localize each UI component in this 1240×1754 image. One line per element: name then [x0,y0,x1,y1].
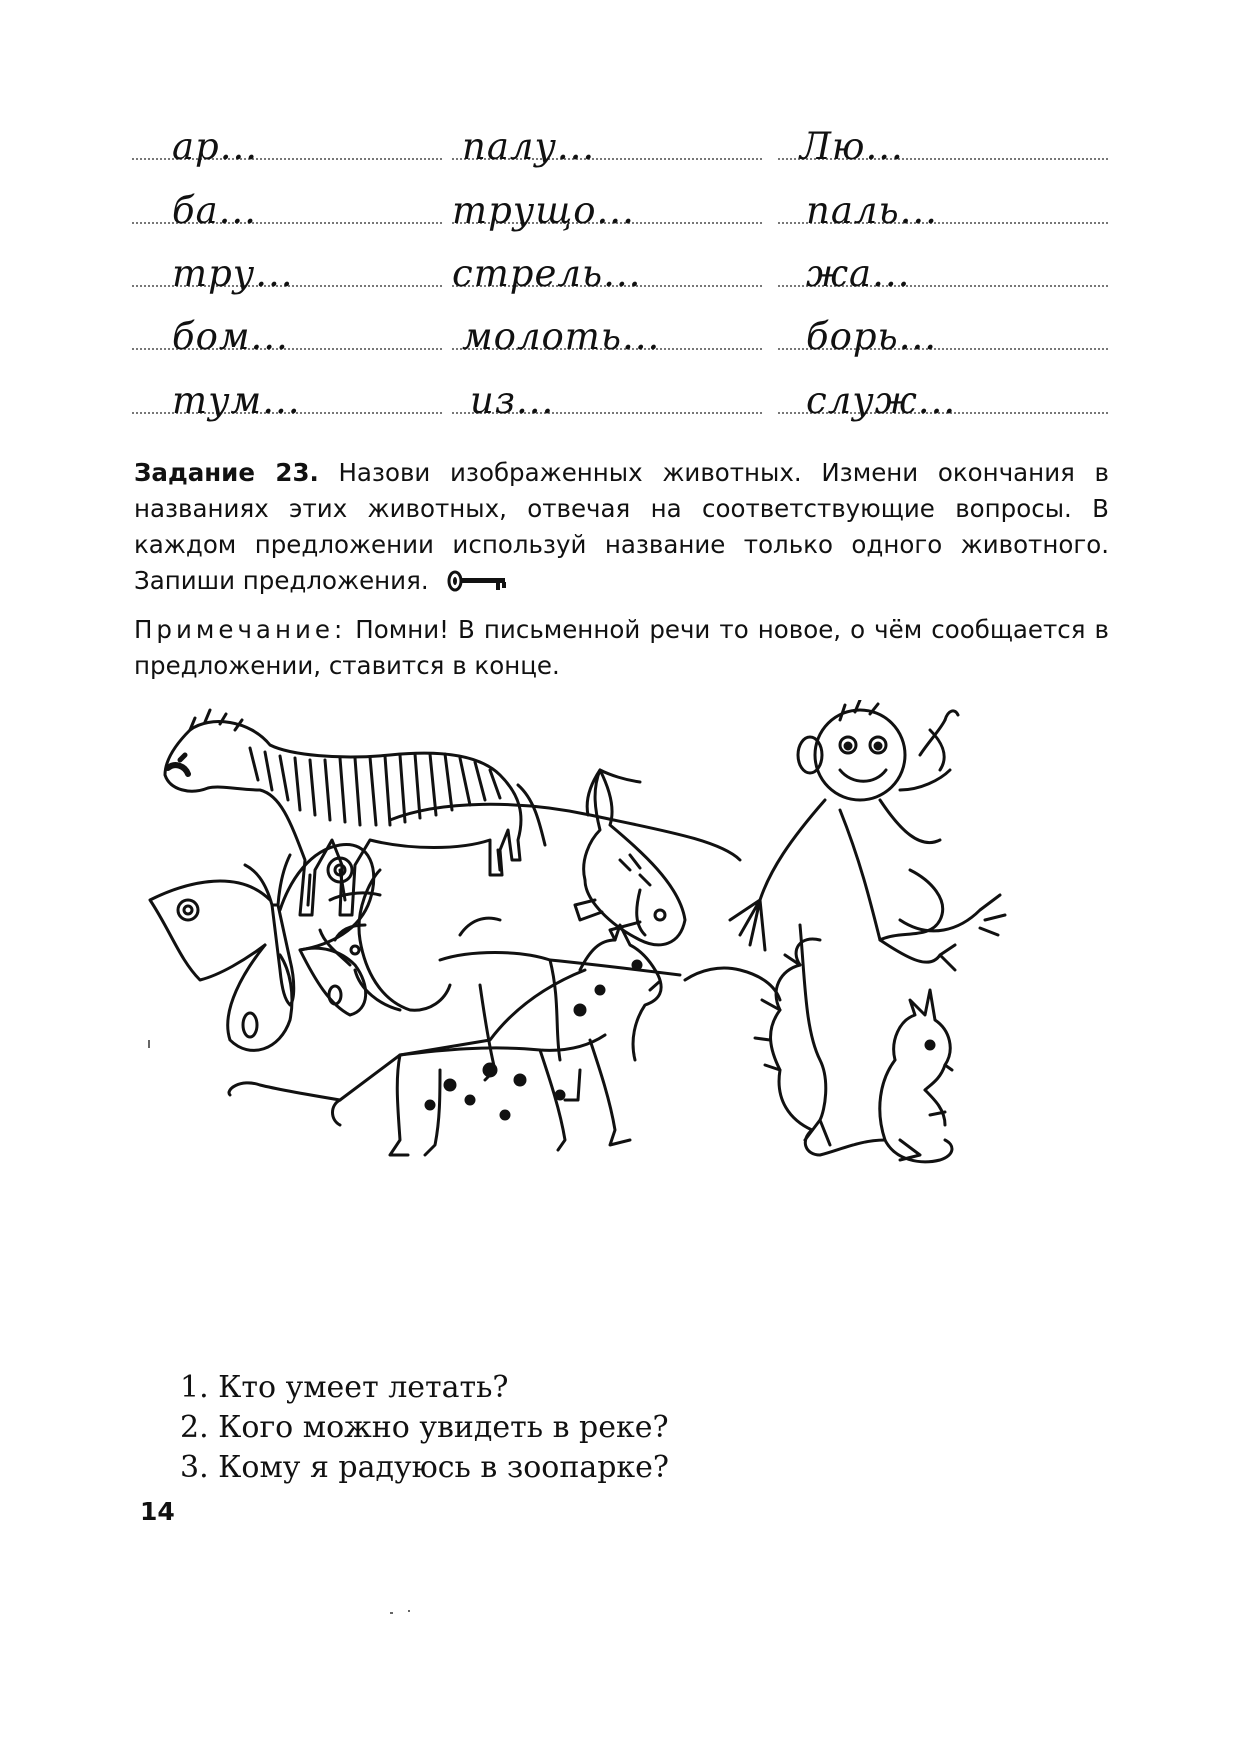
task-heading: Задание 23. [134,458,319,487]
word-fragment: Лю... [800,125,904,168]
task-text: Назови изображенных животных. Измени окончания в названиях этих животных, отвечая на соответствующие вопросы. В каждом предложении используй название только одного животного. Запиши предложения. [134,458,1109,595]
word-fragment: жа... [806,252,911,295]
word-fragment: молоть... [462,315,661,358]
word-fragment: стрель... [452,252,642,295]
word-fragment: ар... [172,125,259,168]
scan-speck [390,1612,393,1614]
task-23 [134,455,1109,599]
note [134,612,1109,684]
word-fragment: ба... [172,189,257,232]
word-fragment: трущо... [452,189,635,232]
squirrel-icon [685,939,952,1162]
word-fragment: бом... [172,315,289,358]
zebra-icon [165,710,545,915]
word-fragment: тум... [172,379,301,422]
key-icon [446,569,508,593]
word-fragment: из... [470,379,555,422]
animals-illustration [140,700,1100,1350]
note-text: Помни! В письменной речи то новое, о чём сообщается в предложении, ставится в конце. [134,615,1109,680]
scan-speck [148,1040,150,1048]
word-fragment: служ... [806,379,957,422]
question-item: 3. Кому я радуюсь в зоопарке? [180,1450,670,1485]
word-fragment: паль... [806,189,938,232]
word-fragment: палу... [462,125,596,168]
fish-icon [575,770,685,945]
word-fragment: тру... [172,252,294,295]
question-item: 2. Кого можно увидеть в реке? [180,1410,669,1445]
butterfly-icon [150,844,374,1050]
word-fragment: борь... [806,315,937,358]
question-item: 1. Кто умеет летать? [180,1370,509,1405]
note-label: Примечание: [134,615,347,644]
monkey-icon [730,700,1005,1145]
pig-icon [320,804,740,1100]
scan-speck [408,1610,410,1612]
page-number: 14 [140,1497,175,1526]
